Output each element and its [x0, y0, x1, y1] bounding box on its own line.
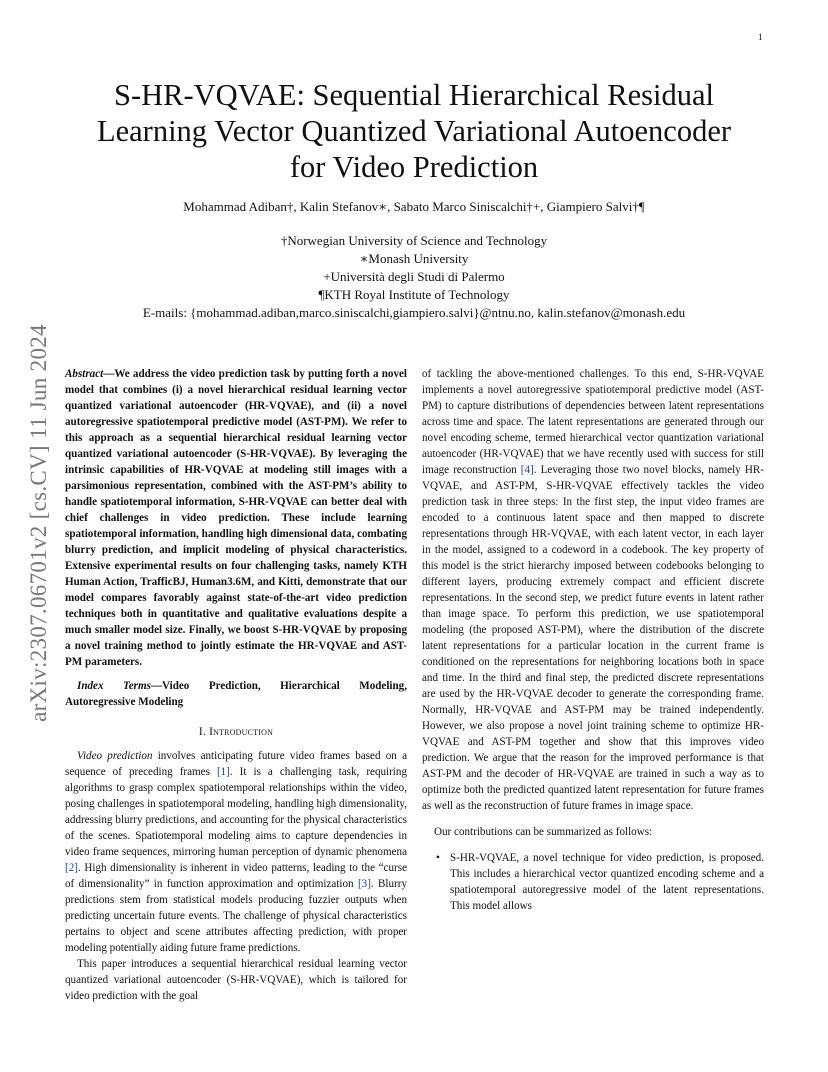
intro-text-4: . Blurry predictions stem from statistical models producing fuzzier outputs when predicting uncertain future events. The challenge of physical characteristics pertains to object and scene attributes affecting prediction, with proper modeling potentially aiding future frame predictions.: [65, 878, 407, 954]
intro-text-1: involves anticipating future video frames based on a sequence of preceding frames: [65, 750, 407, 778]
section-number: I.: [198, 726, 210, 738]
abstract: [65, 366, 407, 670]
affiliations: [60, 232, 768, 322]
section-heading-introduction: [65, 724, 407, 740]
page-number: 1: [758, 32, 763, 42]
author-list: Mohammad Adiban†, Kalin Stefanov∗, Sabato Marco Siniscalchi†+, Giampiero Salvi†¶: [183, 199, 645, 214]
paper-title: [60, 77, 768, 185]
citation-1[interactable]: [1]: [216, 766, 230, 778]
right-text-2: . Leveraging those two novel blocks, namely HR-VQVAE, and AST-PM, S-HR-VQVAE effectively tackles the video prediction task in three steps: In the first step, the input video frames are encoded to a continuous latent space and then mapped to discrete representations through HR-VQVAE, with each latent vector, in each layer in the model, assigned to a codeword in a codebook. The key property of this model is the strict hierarchy imposed between codebooks belonging to different layers, producing extremely compact and efficient discrete representations. In the second step, we predict future events in latent rather than image space. To perform this prediction, we use spatiotemporal modeling (the proposed AST-PM), where the distribution of the discrete latent representations for a particular location in the current frame is conditioned on the representations for neighboring locations both in space and time. In the third and final step, the predicted discrete representations are used by the HR-VQVAE decoder to generate the corresponding frame. Normally, HR-VQVAE and AST-PM may be trained independently. However, we also propose a novel joint training scheme to optimize HR-VQVAE and AST-PM together and show that this improves video prediction. We argue that the reason for the improved performance is that AST-PM and the decoder of HR-VQVAE are trained in such a way as to optimize both the predicted quantized latent representation for future frames as well as the reconstruction of future frames in image space.: [422, 464, 764, 812]
contributions-intro: Our contributions can be summarized as follows:: [434, 826, 653, 838]
title-line-3: for Video Prediction: [289, 150, 539, 184]
title-line-2: Learning Vector Quantized Variational Autoencoder: [96, 114, 732, 148]
index-terms-lead: Index Terms: [77, 680, 151, 692]
intro-emphasis: Video prediction: [77, 750, 153, 762]
intro-paragraph-2: This paper introduces a sequential hierarchical residual learning vector quantized variational autoencoder (S-HR-VQVAE), which is tailored for video prediction with the goal: [65, 958, 407, 1002]
intro-text-2: . It is a challenging task, requiring algorithms to grasp complex spatiotemporal relationships within the video, posing challenges in spatiotemporal modeling, handling high dimensionality, addressing blurry predictions, and accounting for the physical characteristics of the scenes. Spatiotemporal modeling aims to capture dependencies in video frame sequences, mirroring human perception of dynamic phenomena: [65, 766, 407, 858]
right-text-1: of tackling the above-mentioned challenges. To this end, S-HR-VQVAE implements a novel autoregressive spatiotemporal predictive model (AST-PM) to capture distributions of dependencies between latent representations across time and space. The latent representations are generated through our novel encoding scheme, termed hierarchical vector quantization variational autoencoder (HR-VQVAE) that we have recently used with success for still image reconstruction: [422, 368, 764, 476]
citation-4[interactable]: [4]: [520, 464, 534, 476]
contributions-list: [422, 850, 764, 914]
email-line: E-mails: {mohammad.adiban,marco.siniscalchi,giampiero.salvi}@ntnu.no, kalin.stefanov@monash.edu: [142, 305, 686, 320]
right-paragraph-1: [422, 366, 764, 814]
left-column: [65, 366, 407, 1004]
intro-text-3: . High dimensionality is inherent in video patterns, leading to the “curse of dimensionality” in function approximation and optimization: [65, 862, 407, 890]
list-item: • S-HR-VQVAE, a novel technique for video prediction, is proposed. This includes a hierarchical vector quantized encoding scheme and a spatiotemporal autoregressive model of the latent representations. This model allows: [422, 850, 764, 914]
intro-paragraph-1: [65, 748, 407, 956]
affiliation-kth: ¶KTH Royal Institute of Technology: [318, 287, 510, 302]
citation-3[interactable]: [3]: [357, 878, 371, 890]
affiliation-palermo: +Università degli Studi di Palermo: [323, 269, 505, 284]
affiliation-ntnu: †Norwegian University of Science and Technology: [280, 233, 548, 248]
affiliation-monash: ∗Monash University: [359, 251, 469, 266]
title-line-1: S-HR-VQVAE: Sequential Hierarchical Residual: [114, 78, 714, 112]
right-column: [422, 366, 764, 914]
citation-2[interactable]: [2]: [65, 862, 78, 874]
abstract-text: —We address the video prediction task by putting forth a novel model that combines (i) a novel hierarchical residual learning vector quantized variational autoencoder (HR-VQVAE), and (ii) a novel autoregressive spatiotemporal predictive model (AST-PM). We refer to this approach as a sequential hierarchical residual learning vector quantized variational autoencoder (S-HR-VQVAE). By leveraging the intrinsic capabilities of HR-VQVAE at modeling still images with a parsimonious representation, combined with the AST-PM’s ability to handle spatiotemporal information, S-HR-VQVAE can better deal with chief challenges in video prediction. These include learning spatiotemporal information, handling high dimensional data, combating blurry prediction, and implicit modeling of physical characteristics. Extensive experimental results on four challenging tasks, namely KTH Human Action, TrafficBJ, Human3.6M, and Kitti, demonstrate that our model compares favorably against state-of-the-art video prediction techniques both in quantitative and qualitative evaluations despite a much smaller model size. Finally, we boost S-HR-VQVAE by proposing a novel training method to jointly estimate the HR-VQVAE and AST-PM parameters.: [65, 368, 407, 668]
abstract-lead: Abstract: [65, 368, 104, 380]
arxiv-id-text: arXiv:2307.06701v2 [cs.CV] 11 Jun 2024: [26, 324, 51, 722]
section-title: Introduction: [209, 726, 274, 738]
index-terms-text: —Video Prediction, Hierarchical Modeling, Autoregressive Modeling: [65, 680, 407, 708]
index-terms: [65, 678, 407, 710]
